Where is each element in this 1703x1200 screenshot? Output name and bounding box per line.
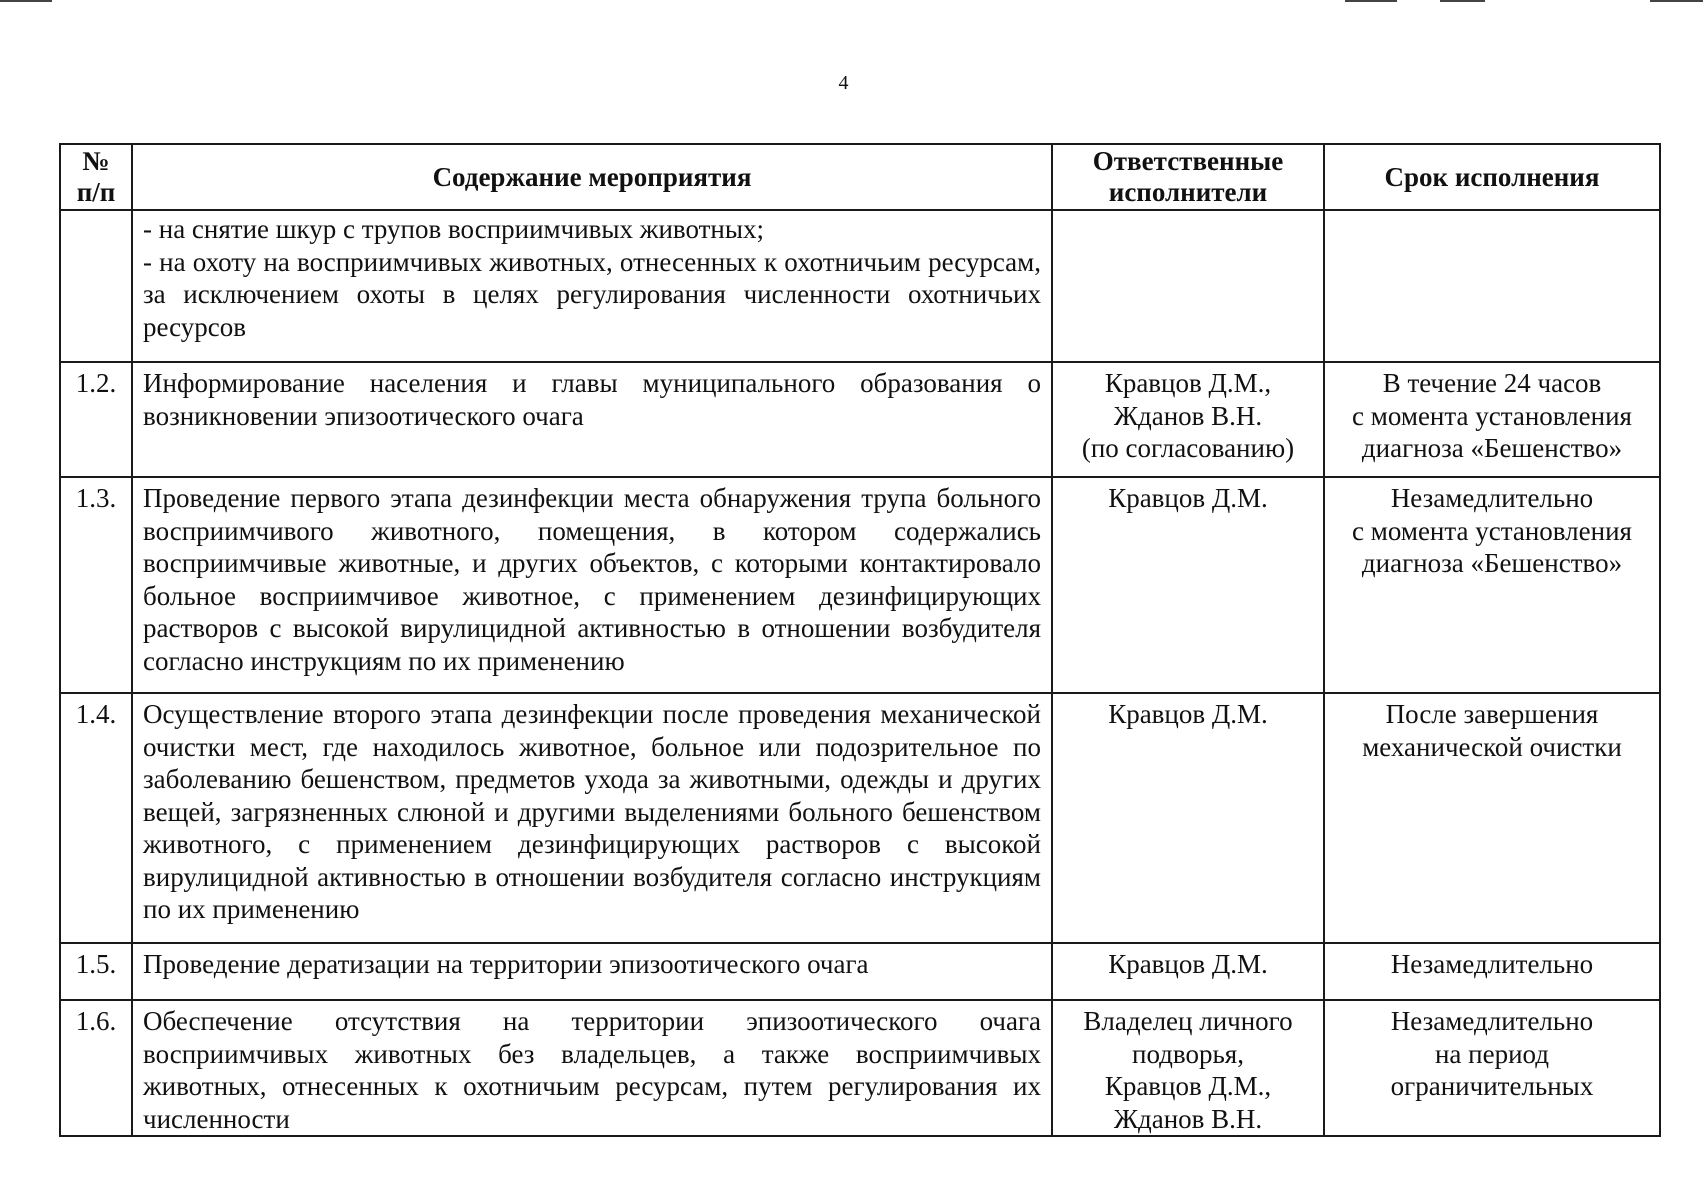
row-content-line: - на охоту на восприимчивых животных, отнесенных к охотничьим ресурсам, за исключением охоты в целях регулирования численности охотничьих ресурсов — [143, 246, 1041, 342]
row-content-line: Проведение первого этапа дезинфекции места обнаружения трупа больного восприимчивого животного, помещения, в котором содержались восприимчивые животные, и других объектов, с которыми контактировало больное восприимчивое животное, с применением дезинфицирующих растворов с высокой вирулицидной активностью в отношении возбудителя согласно инструкциям по их применению — [143, 483, 1041, 676]
row-term — [1324, 210, 1660, 362]
row-content — [132, 943, 1052, 1000]
header-term: Срок исполнения — [1324, 144, 1660, 210]
row-responsible: Кравцов Д.М. — [1052, 943, 1324, 1000]
row-content — [132, 362, 1052, 477]
row-content-line: Информирование населения и главы муниципального образования о возникновении эпизоотического очага — [143, 368, 1041, 431]
row-term: После завершения механической очистки — [1324, 693, 1660, 943]
row-term: Незамедлительно с момента установления диагноза «Бешенство» — [1324, 477, 1660, 693]
row-content-line: - на снятие шкур с трупов восприимчивых животных; — [143, 214, 765, 244]
table-row — [60, 693, 1660, 943]
measures-table — [59, 143, 1661, 1137]
row-responsible — [1052, 210, 1324, 362]
scan-edge-line — [0, 0, 52, 2]
row-number: 1.3. — [60, 477, 132, 693]
row-term: В течение 24 часов с момента установления диагноза «Бешенство» — [1324, 362, 1660, 477]
row-term: Незамедлительно на период ограничительных — [1324, 1000, 1660, 1136]
table-row — [60, 943, 1660, 1000]
row-content-line: Обеспечение отсутствия на территории эпизоотического очага восприимчивых животных без владельцев, а также восприимчивых животных, отнесенных к охотничьим ресурсам, путем регулирования их численности — [143, 1006, 1041, 1134]
table-row — [60, 477, 1660, 693]
scan-edge-line — [1650, 0, 1703, 2]
row-responsible: Кравцов Д.М., Жданов В.Н. (по согласованию) — [1052, 362, 1324, 477]
table-row — [60, 1000, 1660, 1136]
row-number: 1.5. — [60, 943, 132, 1000]
row-number — [60, 210, 132, 362]
row-number: 1.2. — [60, 362, 132, 477]
row-content — [132, 1000, 1052, 1136]
row-term: Незамедлительно — [1324, 943, 1660, 1000]
scan-edge-line — [1440, 0, 1485, 2]
row-number: 1.4. — [60, 693, 132, 943]
table-header-row — [60, 144, 1660, 210]
row-number: 1.6. — [60, 1000, 132, 1136]
header-content: Содержание мероприятия — [132, 144, 1052, 210]
row-content — [132, 210, 1052, 362]
row-content — [132, 693, 1052, 943]
table-row — [60, 362, 1660, 477]
row-responsible: Кравцов Д.М. — [1052, 477, 1324, 693]
row-content-line: Проведение дератизации на территории эпизоотического очага — [143, 949, 869, 979]
header-num: № п/п — [60, 144, 132, 210]
scan-edge-line — [1345, 0, 1397, 2]
row-content — [132, 477, 1052, 693]
table-row — [60, 210, 1660, 362]
header-responsible: Ответственные исполнители — [1052, 144, 1324, 210]
row-responsible: Кравцов Д.М. — [1052, 693, 1324, 943]
row-content-line: Осуществление второго этапа дезинфекции после проведения механической очистки мест, где находилось животное, больное или подозрительное по заболеванию бешенством, предметов ухода за животными, одежды и других вещей, загрязненных слюной и другими выделениями больного бешенством животного, с применением дезинфицирующих растворов с высокой вирулицидной активностью в отношении возбудителя согласно инструкциям по их применению — [143, 699, 1041, 924]
row-responsible: Владелец личного подворья, Кравцов Д.М., Жданов В.Н. — [1052, 1000, 1324, 1136]
page-number: 4 — [838, 72, 849, 94]
